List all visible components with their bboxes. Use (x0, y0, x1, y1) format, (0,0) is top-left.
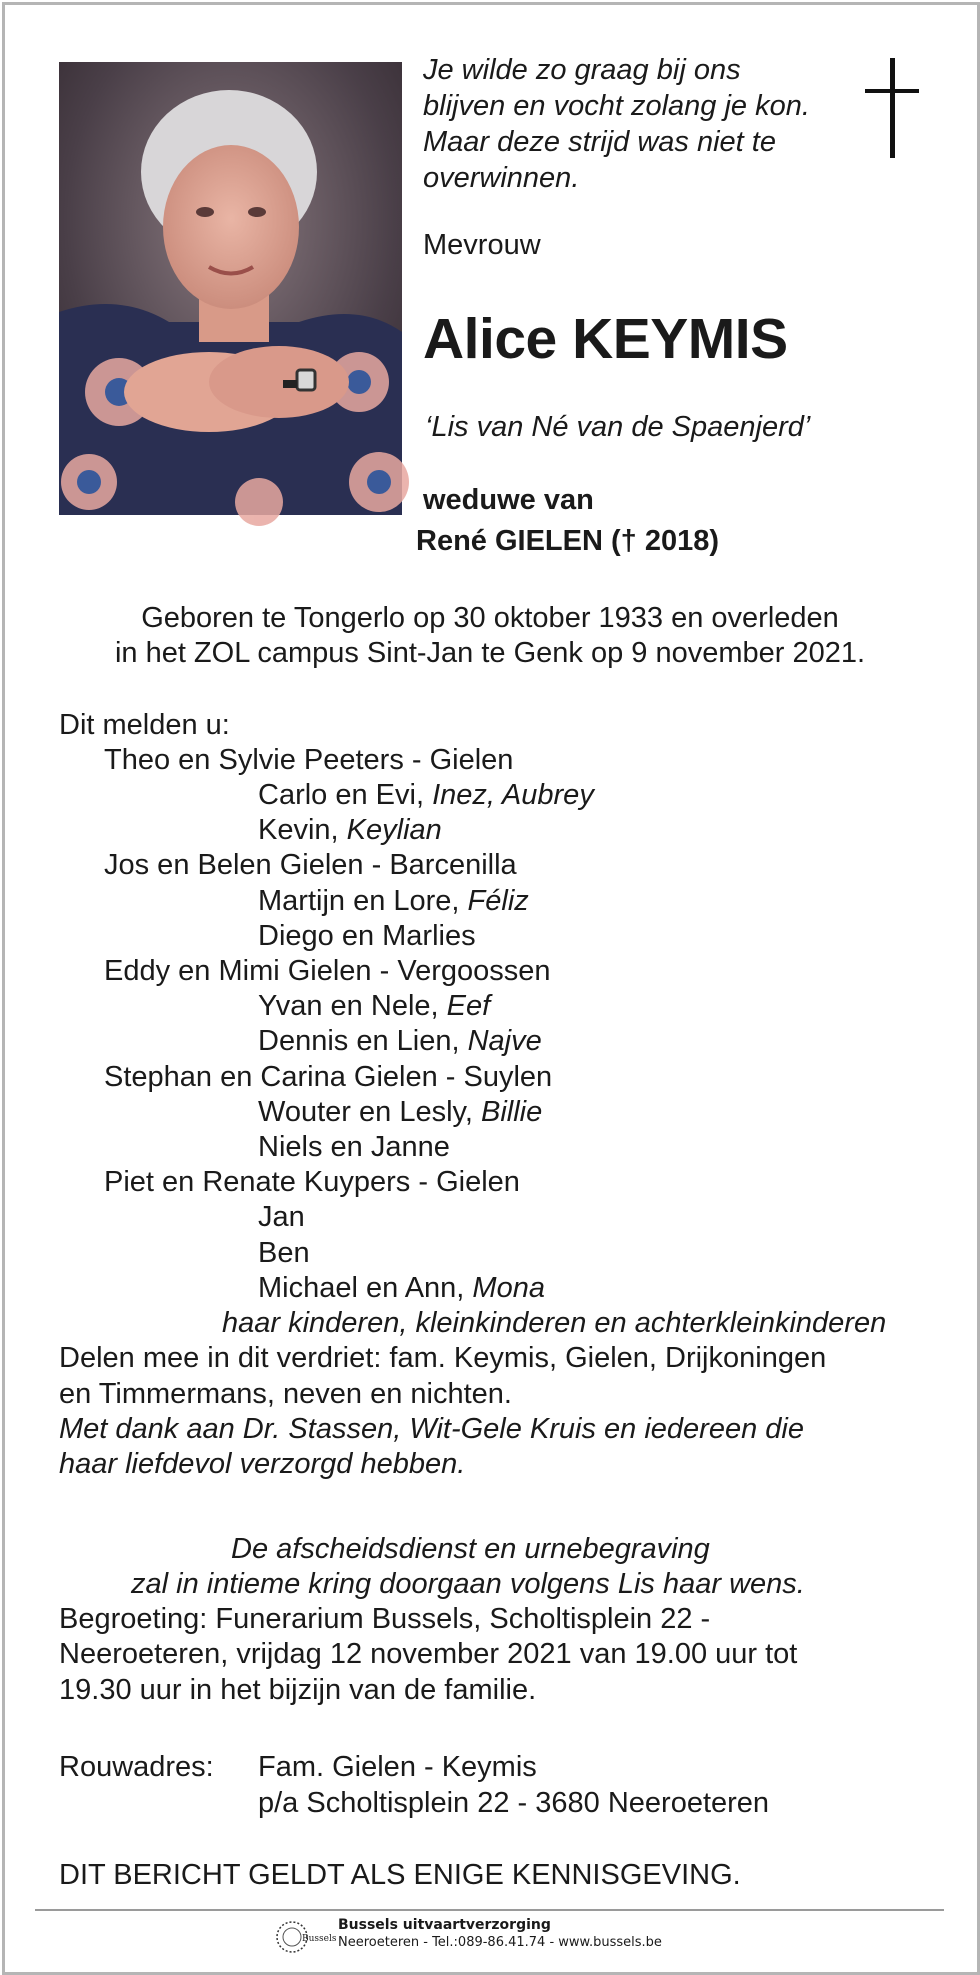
thanks-line: haar liefdevol verzorgd hebben. (59, 1448, 466, 1480)
portrait-photo (59, 62, 402, 515)
widow-of-label: weduwe van (423, 484, 594, 516)
grandchild-family: Yvan en Nele, Eef (258, 990, 491, 1022)
grandchild-family: Niels en Janne (258, 1131, 450, 1163)
spouse-name: René GIELEN († 2018) (416, 525, 719, 557)
footer-divider (35, 1909, 944, 1911)
child-family: Stephan en Carina Gielen - Suylen (104, 1061, 553, 1093)
notice-statement: DIT BERICHT GELDT ALS ENIGE KENNISGEVING. (59, 1859, 741, 1891)
grandchild-family: Michael en Ann, Mona (258, 1272, 545, 1304)
grandchild-family: Kevin, Keylian (258, 814, 442, 846)
share-grief-line: en Timmermans, neven en nichten. (59, 1378, 512, 1410)
grandchild-family: Dennis en Lien, Najve (258, 1025, 542, 1057)
share-grief-line: Delen mee in dit verdriet: fam. Keymis, Gielen, Drijkoningen (59, 1342, 827, 1374)
service-line: zal in intieme kring doorgaan volgens Lis haar wens. (131, 1568, 805, 1600)
footer-info (338, 1916, 662, 1951)
child-family: Eddy en Mimi Gielen - Vergoossen (104, 955, 551, 987)
address-line: Fam. Gielen - Keymis (258, 1751, 537, 1783)
birth-death-line: in het ZOL campus Sint-Jan te Genk op 9 november 2021. (114, 637, 866, 669)
announce-label: Dit melden u: (59, 709, 230, 741)
family-summary: haar kinderen, kleinkinderen en achterkleinkinderen (222, 1307, 887, 1339)
child-family: Jos en Belen Gielen - Barcenilla (104, 849, 517, 881)
thanks-line: Met dank aan Dr. Stassen, Wit-Gele Kruis en iedereen die (59, 1413, 804, 1445)
poem-line: blijven en vocht zolang je kon. (423, 90, 810, 122)
poem-line: overwinnen. (423, 162, 580, 194)
poem-line: Je wilde zo graag bij ons (423, 54, 741, 86)
child-family: Theo en Sylvie Peeters - Gielen (104, 744, 514, 776)
nickname: ‘Lis van Né van de Spaenjerd’ (425, 411, 811, 443)
address-line: p/a Scholtisplein 22 - 3680 Neeroeteren (258, 1787, 770, 1819)
poem-line: Maar deze strijd was niet te (423, 126, 776, 158)
footer-company: Bussels uitvaartverzorging (338, 1917, 551, 1933)
birth-death-line: Geboren te Tongerlo op 30 oktober 1933 en overleden (141, 602, 839, 634)
grandchild-family: Jan (258, 1201, 305, 1233)
grandchild-family: Carlo en Evi, Inez, Aubrey (258, 779, 594, 811)
greeting-line: Neeroeteren, vrijdag 12 november 2021 van 19.00 uur tot (59, 1638, 798, 1670)
service-line: De afscheidsdienst en urnebegraving (231, 1533, 710, 1565)
grandchild-family: Wouter en Lesly, Billie (258, 1096, 543, 1128)
grandchild-family: Diego en Marlies (258, 920, 476, 952)
child-family: Piet en Renate Kuypers - Gielen (104, 1166, 520, 1198)
poem (423, 52, 843, 196)
svg-text:Bussels: Bussels (302, 1934, 337, 1944)
deceased-name: Alice KEYMIS (423, 307, 788, 371)
grandchild-family: Ben (258, 1237, 310, 1269)
grandchild-family: Martijn en Lore, Féliz (258, 885, 529, 917)
greeting-line: 19.30 uur in het bijzijn van de familie. (59, 1674, 537, 1706)
address-label: Rouwadres: (59, 1751, 214, 1783)
funeral-home-logo (274, 1917, 337, 1957)
footer-contact: Neeroeteren - Tel.:089-86.41.74 - www.bussels.be (338, 1935, 662, 1950)
title-prefix: Mevrouw (423, 229, 541, 261)
cross-icon (862, 58, 922, 162)
greeting-line: Begroeting: Funerarium Bussels, Scholtisplein 22 - (59, 1603, 711, 1635)
